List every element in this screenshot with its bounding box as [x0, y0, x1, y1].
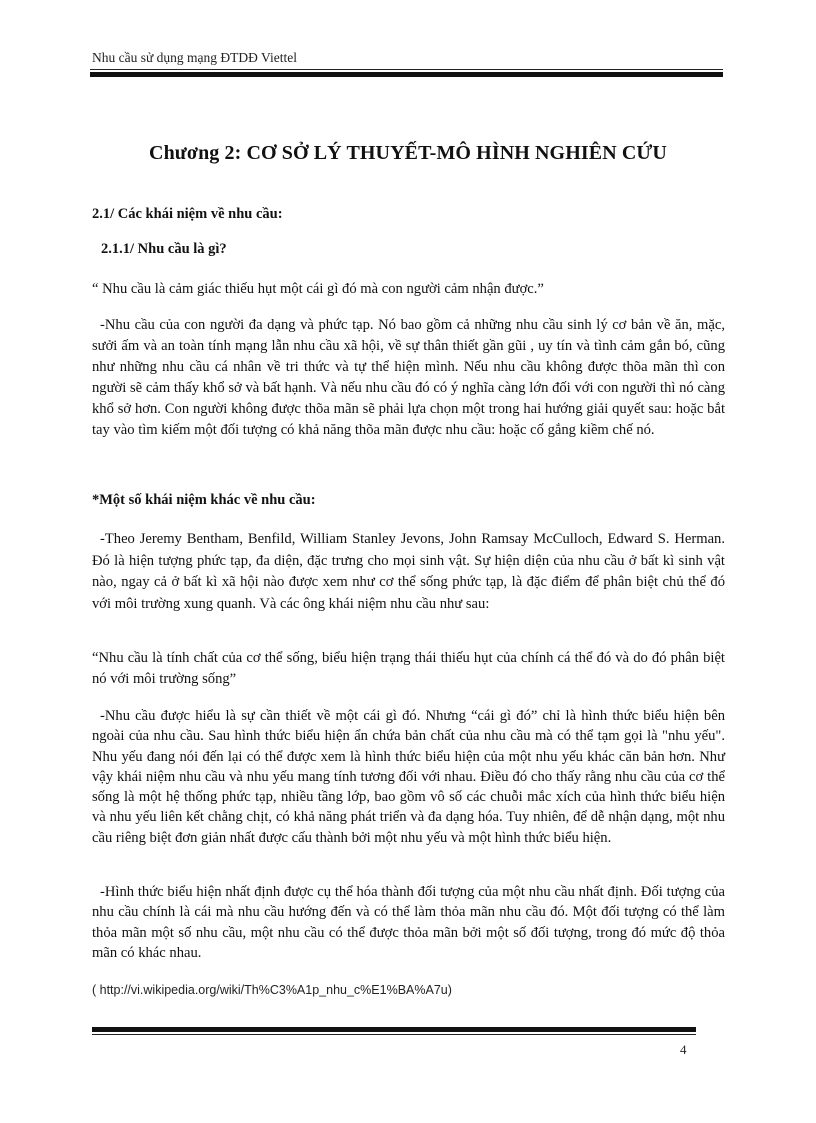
footer-rule-thin — [92, 1034, 696, 1035]
paragraph-nhu-yeu: -Nhu cầu được hiểu là sự cần thiết về một cái gì đó. Nhưng “cái gì đó” chỉ là hình thức biểu hiện bên ngoài của nhu cầu. Sau hình thức biểu hiện ẩn chứa bản chất của nhu cầu mà có thể tạm gọi là "nhu yếu". Nhu yếu đang nói đến lại có thể được xem là hình thức biểu hiện của một nhu yếu khác căn bản hơn. Như vậy khái niệm nhu cầu và nhu yếu mang tính tương đối với nhau. Điều đó cho thấy rằng nhu cầu của cơ thể sống là một hệ thống phức tạp, nhiều tầng lớp, bao gồm vô số các chuỗi mắc xích của hình thức biểu hiện và nhu yếu liên kết chằng chịt, có khả năng phát triển và đa dạng hóa. Tuy nhiên, để dễ nhận dạng, một nhu cầu riêng biệt đơn giản nhất được cấu thành bởi một nhu yếu và một hình thức biểu hiện. — [92, 708, 725, 846]
paragraph-object-of-need: -Hình thức biểu hiện nhất định được cụ thể hóa thành đối tượng của một nhu cầu nhất định. Đối tượng của nhu cầu chính là cái mà nhu cầu hướng đến và có thể làm thỏa mãn nhu cầu đó. Một đối tượng có thể làm thỏa mãn một số nhu cầu, một nhu cầu có thể được thỏa mãn bởi một số đối tượng, trong đó mức độ thỏa mãn có khác nhau. — [92, 884, 725, 961]
paragraph-human-needs: -Nhu cầu của con người đa dạng và phức tạp. Nó bao gồm cả những nhu cầu sinh lý cơ bản về ăn, mặc, sưởi ấm và an toàn tính mạng lẫn nhu cầu xã hội, về sự thân thiết gần gũi , uy tín và tình cảm gắn bó, cũng như những nhu cầu cá nhân về tri thức và tự thể hiện mình. Nếu nhu cầu không được thõa mãn thì con người sẽ cảm thấy khổ sở và bất hạnh. Và nếu nhu cầu đó có ý nghĩa càng lớn đối với con người thì nó càng khổ sở hơn. Con người không được thõa mãn sẽ phải lựa chọn một trong hai hướng giải quyết sau: hoặc bắt tay vào tìm kiếm một đối tượng có khả năng thõa mãn được nhu cầu: hoặc cố gắng kiềm chế nó. — [92, 317, 725, 438]
paragraph-need-definition: “Nhu cầu là tính chất của cơ thể sống, biểu hiện trạng thái thiếu hụt của chính cá thể đó và do đó phân biệt nó với môi trường sống” — [92, 650, 725, 687]
paragraph-bentham: -Theo Jeremy Bentham, Benfild, William Stanley Jevons, John Ramsay McCulloch, Edward S. Herman. Đó là hiện tượng phức tạp, đa diện, đặc trưng cho mọi sinh vật. Sự hiện diện của nhu cầu ở bất kì sinh vật nào, ngay cả ở bất kì xã hội nào được xem như cơ thể sống phức tạp, là đặc điểm để phân biệt chủ thể đó với môi trường xung quanh. Và các ông khái niệm nhu cầu như sau: — [92, 531, 725, 612]
definition-quote: “ Nhu cầu là cảm giác thiếu hụt một cái gì đó mà con người cảm nhận được.” — [92, 281, 544, 297]
page-number: 4 — [680, 1042, 687, 1057]
header-rule-thin — [90, 69, 723, 70]
chapter-title: Chương 2: CƠ SỞ LÝ THUYẾT-MÔ HÌNH NGHIÊN CỨU — [149, 142, 667, 164]
section-heading-2-1: 2.1/ Các khái niệm về nhu cầu: — [92, 206, 283, 222]
section-heading-2-1-1: 2.1.1/ Nhu cầu là gì? — [101, 241, 227, 257]
header-rule-thick — [90, 72, 723, 77]
footer-rule-thick — [92, 1027, 696, 1032]
source-citation: ( http://vi.wikipedia.org/wiki/Th%C3%A1p_nhu_c%E1%BA%A7u) — [92, 983, 452, 997]
other-concepts-heading: *Một số khái niệm khác về nhu cầu: — [92, 492, 316, 508]
header-text: Nhu cầu sử dụng mạng ĐTDĐ Viettel — [92, 50, 297, 65]
